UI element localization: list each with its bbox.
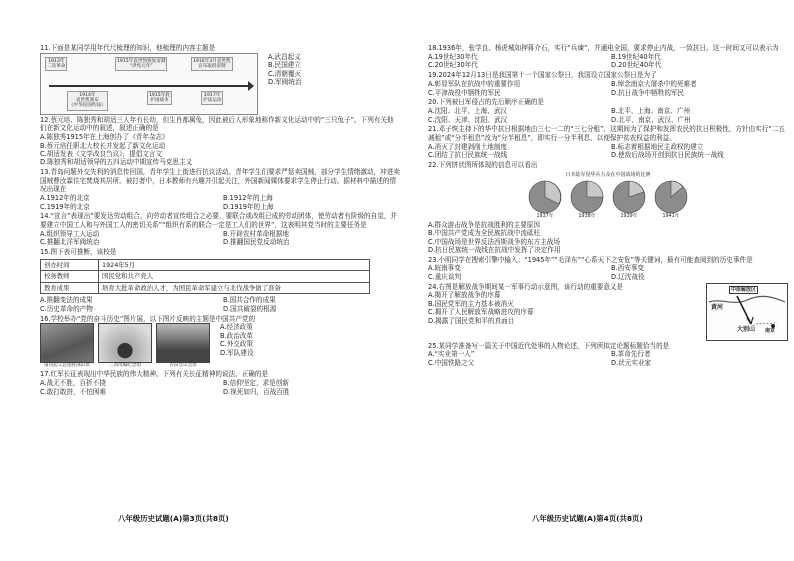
option-a: A.揭开了解放战争的序幕 bbox=[428, 291, 501, 300]
photo-nanchang-headquarters bbox=[40, 323, 94, 363]
question-14-options bbox=[40, 230, 400, 247]
option-b: B.中国共产党成为全民族抗战中流砥柱 bbox=[428, 229, 541, 238]
timeline-label: 1917年 护法运动 bbox=[201, 91, 223, 106]
question-15-stem: 15.图下表可推断，该校是 bbox=[40, 248, 117, 257]
table-row bbox=[41, 271, 370, 282]
timeline-figure bbox=[40, 53, 258, 115]
pie-chart-graphic bbox=[528, 180, 562, 214]
table-cell: 培育大批革命政治人才，为国民革命军建立与北伐战争做了准备 bbox=[99, 282, 370, 293]
option-c: C.清朝覆灭 bbox=[268, 69, 302, 78]
page-footer-right: 八年级历史试题(A)第4页(共8页) bbox=[532, 514, 643, 523]
option-b: B.标志着根据地民主政权的建立 bbox=[611, 142, 704, 151]
option-d: D.1919年的上海 bbox=[223, 202, 274, 211]
page-footer-left: 八年级历史试题(A)第3页(共8页) bbox=[118, 514, 229, 523]
option-b: B.悼念南京大屠杀中的死难者 bbox=[611, 79, 697, 88]
table-cell: 1924年5月 bbox=[99, 259, 370, 270]
option-d: D.揭露了国民党和平的真面目 bbox=[428, 316, 515, 325]
option-d: D.视死如归，百战百胜 bbox=[223, 387, 290, 396]
question-16 bbox=[40, 315, 400, 370]
question-18-stem: 18.1936年，张学良、杨虎城如押蒋介石，实行“兵谏”，并通电全国，要求停止内战，一致抗日。这一时间又可以表示为 bbox=[428, 44, 779, 52]
military-map bbox=[706, 283, 788, 341]
option-d: D.抗日战争中牺牲的军民 bbox=[611, 88, 685, 97]
option-a: A.1912年的北京 bbox=[40, 193, 90, 202]
option-c: C.平津战役中牺牲的军民 bbox=[428, 88, 501, 97]
option-d: D.使敌后战场开创到抗日民族统一战线 bbox=[611, 151, 724, 160]
timeline-label: 1914年 袁世凯颁布 《中华民国约法》 bbox=[67, 91, 108, 111]
question-23 bbox=[428, 256, 788, 282]
option-c: C.推翻北洋军阀统治 bbox=[40, 238, 100, 247]
option-b: B.民国建立 bbox=[268, 61, 301, 70]
option-d: D.抗日民族统一战线在抗战中发挥了决定作用 bbox=[428, 246, 561, 255]
question-12-stem: 12.蔡元培、陈独秀和胡适三人年有长幼，但生肖都属兔，因此被后人形象地称作新文化运动中的“三只兔子”。下列有关他们在新文化运动中的叙述，叙述正确的是 bbox=[40, 115, 394, 133]
option-a: A.彰显军队在抗战中的重要作用 bbox=[428, 79, 521, 88]
map-label: 黄河 bbox=[711, 303, 724, 311]
question-21-options bbox=[428, 143, 788, 160]
option-c: C.1919年的北京 bbox=[40, 202, 90, 211]
option-d: D.辽沈战役 bbox=[611, 272, 645, 281]
option-b: B.19世纪40年代 bbox=[611, 52, 661, 61]
timeline-label: 1915年底 护国战争 bbox=[147, 91, 172, 106]
option-c: C.团结了抗日民族统一战线 bbox=[428, 151, 508, 160]
table-cell: 校务教师 bbox=[41, 271, 99, 282]
question-15-options bbox=[40, 296, 400, 313]
map-label: 中原解放区 bbox=[731, 286, 757, 293]
table-row bbox=[41, 259, 370, 270]
question-16-figure bbox=[40, 323, 400, 369]
right-page bbox=[428, 44, 788, 369]
question-20 bbox=[428, 98, 788, 124]
pie-chart-graphic bbox=[612, 180, 646, 214]
table-cell: 创办时间 bbox=[41, 259, 99, 270]
option-b: B.西安事变 bbox=[611, 264, 644, 273]
photo-group bbox=[40, 323, 210, 369]
question-22-stem: 22.下列饼状图所体现的信息可以看出 bbox=[428, 161, 538, 170]
question-15 bbox=[40, 248, 400, 313]
question-12-options bbox=[40, 133, 400, 167]
timeline-label: 1915年袁世凯恢复帝制 “洪宪元年” bbox=[115, 57, 167, 72]
question-11-figure bbox=[40, 53, 400, 115]
option-a: A.皖南事变 bbox=[428, 264, 461, 273]
option-c: C.20世纪30年代 bbox=[428, 61, 478, 70]
option-b: B.1912年的上海 bbox=[223, 193, 273, 202]
map-label: 大别山 bbox=[737, 325, 756, 333]
photo-gutian-site bbox=[156, 323, 210, 363]
question-18 bbox=[428, 44, 788, 70]
timeline-axis bbox=[49, 85, 249, 87]
question-17-stem: 17.红军长征表现出中华民族的伟大精神。下列有关长征精神的说法，正确的是 bbox=[40, 370, 269, 379]
map-label: 南京 bbox=[765, 327, 776, 334]
photo-caption: 三湾改编纪念馆 bbox=[108, 363, 142, 369]
option-b: B.开辟农村革命根据地 bbox=[223, 229, 289, 238]
question-20-stem: 20.下列被日军侵占的先后顺序正确的是 bbox=[428, 98, 544, 107]
timeline-label: 1916年3月袁世凯 宣布取消帝制 bbox=[191, 57, 233, 72]
option-a: A.群众游击战争是抗战胜利的主要原因 bbox=[428, 220, 540, 229]
table-cell: 教育成果 bbox=[41, 282, 99, 293]
option-a: A.消灭了封建剥削土地制度 bbox=[428, 142, 508, 151]
question-11-stem: 11.下面是某同学用年代尺梳理的知识，他梳理的内容主题是 bbox=[40, 44, 216, 52]
pie-chart-graphic bbox=[570, 180, 604, 214]
pie-year-label: 1938年 bbox=[578, 214, 596, 220]
option-b: B.政治改革 bbox=[220, 331, 253, 340]
question-11-options bbox=[264, 53, 352, 87]
pie-year-label: 1937年 bbox=[536, 214, 554, 220]
question-14 bbox=[40, 212, 400, 247]
question-24 bbox=[428, 283, 788, 341]
option-d: D.北平、南京、武汉、广州 bbox=[611, 115, 691, 124]
question-15-table bbox=[40, 259, 370, 294]
option-b: B.革命先行者 bbox=[611, 350, 651, 359]
option-d: D.推翻国民党反动统治 bbox=[223, 238, 290, 247]
pie-year-label: 1939年 bbox=[620, 214, 638, 220]
option-a: A.沈阳、北平、上海、武汉 bbox=[428, 106, 508, 115]
question-25 bbox=[428, 342, 788, 368]
option-b: B.北平、上海、南京、广州 bbox=[611, 106, 691, 115]
question-11 bbox=[40, 44, 400, 115]
option-d: D.20世纪40年代 bbox=[611, 61, 662, 70]
option-a: A.战无不胜，百折不挠 bbox=[40, 379, 106, 388]
photo-caption: 古田会议会址 bbox=[169, 363, 197, 369]
option-a: A.陈独秀1915年在上海创办了《青年杂志》 bbox=[40, 133, 169, 142]
question-24-stem: 24.右图是解放战争期间某一军事行动示意图，该行动的重要意义是 bbox=[428, 282, 624, 291]
arrow-icon bbox=[248, 81, 254, 91]
question-14-stem: 14.“宣言”表现出“要发达劳动组合，向劳动者宣传组合之必要，要联合或改组已成的劳动团体，使劳动者有阶级的自觉，并要建立中国工人和与外国工人的密切关系”“组织有系的联合一定是工人们的世界”，这表明其党当时的主要任务是 bbox=[40, 212, 398, 230]
question-18-options bbox=[428, 53, 788, 70]
option-a: A.“实业第一人” bbox=[428, 350, 475, 359]
pie-year-label: 1941年 bbox=[662, 214, 680, 220]
option-b: B.国共合作的成果 bbox=[223, 296, 276, 305]
pie-chart bbox=[654, 180, 688, 220]
photo-caption: 南昌起义总指挥部旧址 bbox=[44, 363, 90, 369]
option-c: C.外交政策 bbox=[220, 340, 254, 349]
table-cell: 国民党和共产党人 bbox=[99, 271, 370, 282]
chart-title: 日本陆军侵华兵力及在中国战场的比例 bbox=[565, 171, 651, 178]
option-c: C.重庆谈判 bbox=[428, 272, 462, 281]
left-page bbox=[40, 44, 400, 398]
option-c: C.中国铁路之父 bbox=[428, 359, 475, 368]
question-19-stem: 19.2024年12月13日是我国第十一个国家公祭日，我国设立国家公祭日是为了 bbox=[428, 71, 657, 80]
option-a: A.武昌起义 bbox=[268, 52, 301, 61]
table-row bbox=[41, 282, 370, 293]
question-25-options bbox=[428, 350, 788, 367]
question-24-options bbox=[428, 291, 700, 325]
question-13-stem: 13.青岛问题外交失利的消息传回国，青年学生上街进行抗议活动。青年学生们要求严惩卖国贼，部分学生情绪激动，冲进卖国贼曹汝霖住宅焚烧其居所。被打者中，日本教师有兴趣并引起关注，外国新闻媒体要求学生停止行动。据材料中描述的情况出现在 bbox=[40, 167, 400, 194]
question-21-stem: 21.邓子恢主持下的华中抗日根据地由三七一二的“三七分租”，这期间为了保护和发挥农民的抗日积极性，方针由实行“二五减租”或“分半租息”改为“分半租息”，即实行一分半利息，以便保护贫农权益的利益。 bbox=[428, 125, 786, 143]
option-d: D.状元实业家 bbox=[611, 359, 652, 368]
option-d: D.国共破裂的根源 bbox=[223, 304, 277, 313]
option-b: B.国民党军的主力基本被消灭 bbox=[428, 299, 514, 308]
option-b: B.信仰坚定，求是创新 bbox=[223, 379, 289, 388]
option-d: D.陈独秀和胡适领导的五四运动中期宣传马克思主义 bbox=[40, 158, 193, 167]
option-d: D.军阀统治 bbox=[268, 78, 302, 87]
option-a: A.经济政策 bbox=[220, 323, 253, 332]
option-a: A.推翻变法的成果 bbox=[40, 296, 93, 305]
option-a: A.组织领导工人运动 bbox=[40, 229, 100, 238]
question-25-stem: 25.某同学准备写一篇关于中国近代处事的人物论述，下列所拟定论题标题恰当的是 bbox=[428, 341, 670, 350]
option-c: C.历史革命的产物 bbox=[40, 304, 93, 313]
pie-chart bbox=[528, 180, 562, 220]
question-17 bbox=[40, 370, 400, 396]
question-16-options bbox=[216, 323, 304, 357]
question-24-figure bbox=[428, 283, 788, 341]
photo-row bbox=[40, 323, 210, 363]
question-23-stem: 23.小明同学在搜索引擎中输入：“1945年”“毛泽东”“心系天下之安危”等关键词，最有可能查阅到的历史事件是 bbox=[428, 255, 753, 264]
question-19-options bbox=[428, 80, 788, 97]
question-22-options bbox=[428, 221, 788, 255]
photo-sanwan-memorial bbox=[98, 323, 152, 363]
question-23-options bbox=[428, 264, 788, 281]
option-c: C.中国战场是世界反法西斯战争的东方主战场 bbox=[428, 237, 560, 246]
option-d: D.军队建设 bbox=[220, 348, 254, 357]
question-22 bbox=[428, 161, 788, 254]
option-c: C.沈阳、天津、沈阳、武汉 bbox=[428, 115, 508, 124]
question-13 bbox=[40, 168, 400, 212]
pie-chart bbox=[570, 180, 604, 220]
question-24-text bbox=[428, 283, 700, 325]
option-c: C.敢打敢拼，不怕困难 bbox=[40, 387, 107, 396]
option-c: C.揭开了人民解放军战略进攻的序幕 bbox=[428, 308, 534, 317]
question-16-stem: 16.学校举办“党的奋斗历史”图片展，以下图片反映的主题是中国共产党的 bbox=[40, 314, 256, 323]
question-13-options bbox=[40, 194, 400, 211]
photo-captions bbox=[40, 363, 210, 369]
question-19 bbox=[428, 71, 788, 97]
question-17-options bbox=[40, 379, 400, 396]
option-b: B.蔡元培任职北大校长并发起了新文化运动 bbox=[40, 141, 166, 150]
question-21 bbox=[428, 125, 788, 160]
option-c: C.胡适发表《文学改良刍议》，提倡文言文 bbox=[40, 149, 163, 158]
question-12 bbox=[40, 116, 400, 167]
timeline-label: 1913年 二次革命 bbox=[45, 57, 67, 72]
pie-chart-graphic bbox=[654, 180, 688, 214]
pie-chart-group bbox=[428, 180, 788, 220]
question-20-options bbox=[428, 107, 788, 124]
pie-chart bbox=[612, 180, 646, 220]
option-a: A.19世纪30年代 bbox=[428, 52, 478, 61]
